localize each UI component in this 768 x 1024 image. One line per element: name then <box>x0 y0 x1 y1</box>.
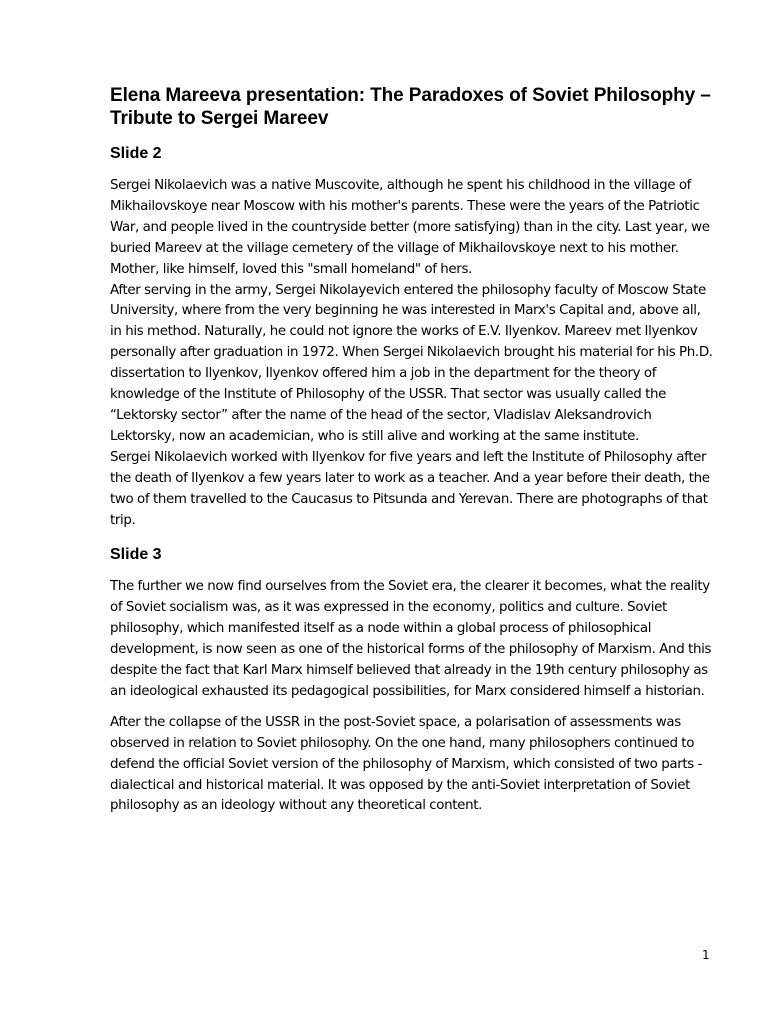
section-spacer <box>110 531 714 545</box>
paragraph: After the collapse of the USSR in the post-Soviet space, a polarisation of assessments was observed in relation to Soviet philosophy. On the one hand, many philosophers continued to defend the official Soviet version of the philosophy of Marxism, which consisted of two parts - dialectical and historical material. It was opposed by the anti-Soviet interpretation of Soviet philosophy as an ideology without any theoretical content. <box>110 714 703 814</box>
paragraph: The further we now find ourselves from the Soviet era, the clearer it becomes, what the reality of Soviet socialism was, as it was expressed in the economy, politics and culture. Soviet philosophy, which manifested itself as a node within a global process of philosophical development, is now seen as one of the historical forms of the philosophy of Marxism. And this despite the fact that Karl Marx himself believed that already in the 19th century philosophy as an ideological exhausted its pedagogical possibilities, for Marx considered himself a historian. <box>110 579 712 699</box>
document-title: Elena Mareeva presentation: The Paradoxes of Soviet Philosophy – Tribute to Sergei Mareev <box>110 85 711 129</box>
paragraph: Sergei Nikolaevich was a native Muscovite, although he spent his childhood in the village of Mikhailovskoye near Moscow with his mother's parents. These were the years of the Patriotic War, and people lived in the countryside better (more satisfying) than in the city. Last year, we buried Mareev at the village cemetery of the village of Mikhailovskoye next to his mother. Mother, like himself, loved this "small homeland" of hers. <box>110 178 710 277</box>
paragraph: Sergei Nikolaevich worked with Ilyenkov for five years and left the Institute of Philosophy after the death of Ilyenkov a few years later to work as a teacher. And a year before their death, the two of them travelled to the Caucasus to Pitsunda and Yerevan. There are photographs of that trip. <box>110 449 710 528</box>
paragraph: After serving in the army, Sergei Nikolayevich entered the philosophy faculty of Moscow State University, where from the very beginning he was interested in Marx's Capital and, above all, in his method. Naturally, he could not ignore the works of E.V. Ilyenkov. Mareev met Ilyenkov personally after graduation in 1972. When Sergei Nikolaevich brought his material for his Ph.D. dissertation to Ilyenkov, Ilyenkov offered him a job in the department for the theory of knowledge of the Institute of Philosophy of the USSR. That sector was usually called the “Lektorsky sector” after the name of the head of the sector, Vladislav Aleksandrovich Lektorsky, now an academician, who is still alive and working at the same institute. <box>110 282 713 444</box>
slide-2-section <box>110 144 714 531</box>
slide-heading: Slide 2 <box>110 145 162 162</box>
page-number: 1 <box>702 948 710 962</box>
slide-3-section <box>110 545 714 817</box>
document-page <box>110 84 714 817</box>
slide-heading: Slide 3 <box>110 546 162 564</box>
